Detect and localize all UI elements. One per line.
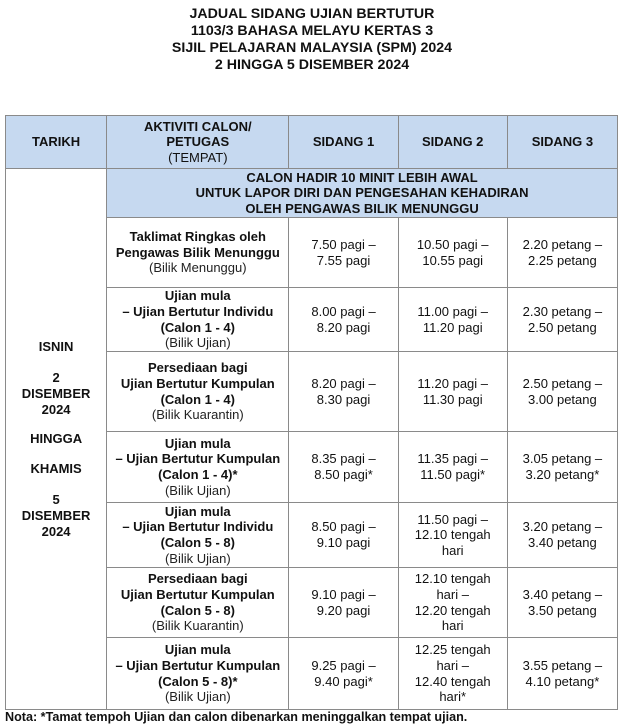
activity-line: – Ujian Bertutur Individu [122, 519, 274, 535]
header-session-2: SIDANG 2 [398, 116, 507, 169]
activity-cell [107, 568, 289, 638]
session-2-time: 11.50 pagi – 12.10 tengah hari [398, 503, 507, 568]
session-1-time: 7.50 pagi – 7.55 pagi [289, 218, 398, 288]
activity-cell [107, 218, 289, 288]
end-month: DISEMBER [21, 507, 91, 523]
activity-place: (Bilik Kuarantin) [151, 407, 244, 423]
title-line-1: JADUAL SIDANG UJIAN BERTUTUR [189, 6, 435, 22]
activity-line: Ujian mula [164, 435, 231, 451]
document-title [0, 6, 624, 74]
start-day-number: 2 [52, 370, 60, 386]
activity-line: Persediaan bagi [147, 571, 248, 587]
activity-line: (Calon 5 - 8)* [158, 673, 238, 689]
end-day-number: 5 [52, 492, 60, 508]
activity-line: (Calon 1 - 4)* [158, 467, 238, 482]
session-1-time: 8.35 pagi – 8.50 pagi* [289, 432, 398, 503]
session-3-time: 2.30 petang – 2.50 petang [507, 288, 617, 352]
start-year: 2024 [41, 401, 71, 417]
session-3-time: 3.05 petang – 3.20 petang* [507, 432, 617, 503]
title-line-4: 2 HINGGA 5 DISEMBER 2024 [214, 57, 410, 73]
header-activity-line2: PETUGAS [166, 134, 230, 150]
session-2-time: 10.50 pagi – 10.55 pagi [398, 218, 507, 288]
end-day: KHAMIS [30, 460, 82, 476]
footnote: Nota: *Tamat tempoh Ujian dan calon dibenarkan meninggalkan tempat ujian. [5, 710, 468, 724]
activity-cell [107, 352, 289, 432]
activity-line: Ujian mula [164, 503, 231, 519]
session-3-time: 3.40 petang – 3.50 petang [507, 568, 617, 638]
arrival-banner [107, 169, 618, 218]
end-date [6, 461, 106, 539]
session-1-time: 8.00 pagi – 8.20 pagi [289, 288, 398, 352]
header-activity [107, 116, 289, 169]
until-label: HINGGA [30, 431, 83, 447]
session-1-time: 8.20 pagi – 8.30 pagi [289, 352, 398, 432]
title-line-2: 1103/3 BAHASA MELAYU KERTAS 3 [190, 23, 434, 39]
activity-line: Persediaan bagi [147, 360, 248, 376]
activity-line: – Ujian Bertutur Kumpulan [115, 451, 281, 467]
date-range-cell [6, 169, 107, 710]
banner-line-1: CALON HADIR 10 MINIT LEBIH AWAL [246, 169, 478, 185]
activity-line: Ujian mula [164, 288, 231, 304]
header-date: TARIKH [6, 116, 107, 169]
activity-place: (Bilik Ujian) [164, 550, 231, 566]
activity-line: (Calon 1 - 4) [160, 391, 235, 407]
activity-line: (Calon 1 - 4) [160, 319, 235, 335]
header-session-1: SIDANG 1 [289, 116, 398, 169]
start-day: ISNIN [38, 338, 74, 354]
activity-cell [107, 288, 289, 352]
activity-line: – Ujian Bertutur Kumpulan [115, 657, 281, 673]
session-3-time: 3.55 petang – 4.10 petang* [507, 638, 617, 710]
session-3-time: 2.50 petang – 3.00 petang [507, 352, 617, 432]
header-activity-place: (TEMPAT) [168, 149, 228, 165]
session-1-time: 8.50 pagi – 9.10 pagi [289, 503, 398, 568]
session-1-time: 9.25 pagi – 9.40 pagi* [289, 638, 398, 710]
header-session-3: SIDANG 3 [507, 116, 617, 169]
end-year: 2024 [41, 523, 71, 539]
session-2-time: 12.10 tengah hari – 12.20 tengah hari [398, 568, 507, 638]
activity-line: – Ujian Bertutur Individu [122, 303, 274, 319]
session-3-time: 2.20 petang – 2.25 petang [507, 218, 617, 288]
banner-row [6, 169, 618, 218]
activity-cell [107, 638, 289, 710]
activity-place: (Bilik Ujian) [164, 689, 231, 705]
header-activity-line1: AKTIVITI CALON/ [144, 118, 252, 134]
activity-place: (Bilik Kuarantin) [151, 618, 244, 634]
activity-place: (Bilik Ujian) [164, 335, 231, 351]
banner-line-2: UNTUK LAPOR DIRI DAN PENGESAHAN KEHADIRAN [195, 185, 529, 201]
activity-line: Taklimat Ringkas oleh [129, 229, 266, 245]
session-3-time: 3.20 petang – 3.40 petang [507, 503, 617, 568]
activity-place: (Bilik Menunggu) [149, 260, 247, 276]
session-2-time: 11.35 pagi – 11.50 pagi* [398, 432, 507, 503]
activity-place: (Bilik Ujian) [164, 482, 231, 498]
activity-line: (Calon 5 - 8) [160, 602, 235, 618]
session-2-time: 11.20 pagi – 11.30 pagi [398, 352, 507, 432]
activity-line: (Calon 5 - 8) [160, 535, 235, 550]
start-month: DISEMBER [21, 386, 91, 402]
activity-line: Ujian mula [164, 642, 231, 658]
session-1-time: 9.10 pagi – 9.20 pagi [289, 568, 398, 638]
activity-cell [107, 503, 289, 568]
schedule-table [5, 115, 618, 710]
activity-line: Ujian Bertutur Kumpulan [120, 586, 275, 602]
activity-cell [107, 432, 289, 503]
banner-line-3: OLEH PENGAWAS BILIK MENUNGGU [245, 200, 479, 216]
session-2-time: 12.25 tengah hari – 12.40 tengah hari* [398, 638, 507, 710]
header-row [6, 116, 618, 169]
activity-line: Ujian Bertutur Kumpulan [120, 375, 275, 391]
session-2-time: 11.00 pagi – 11.20 pagi [398, 288, 507, 352]
title-line-3: SIJIL PELAJARAN MALAYSIA (SPM) 2024 [171, 40, 453, 56]
start-date [6, 339, 106, 417]
activity-line: Pengawas Bilik Menunggu [115, 244, 280, 260]
